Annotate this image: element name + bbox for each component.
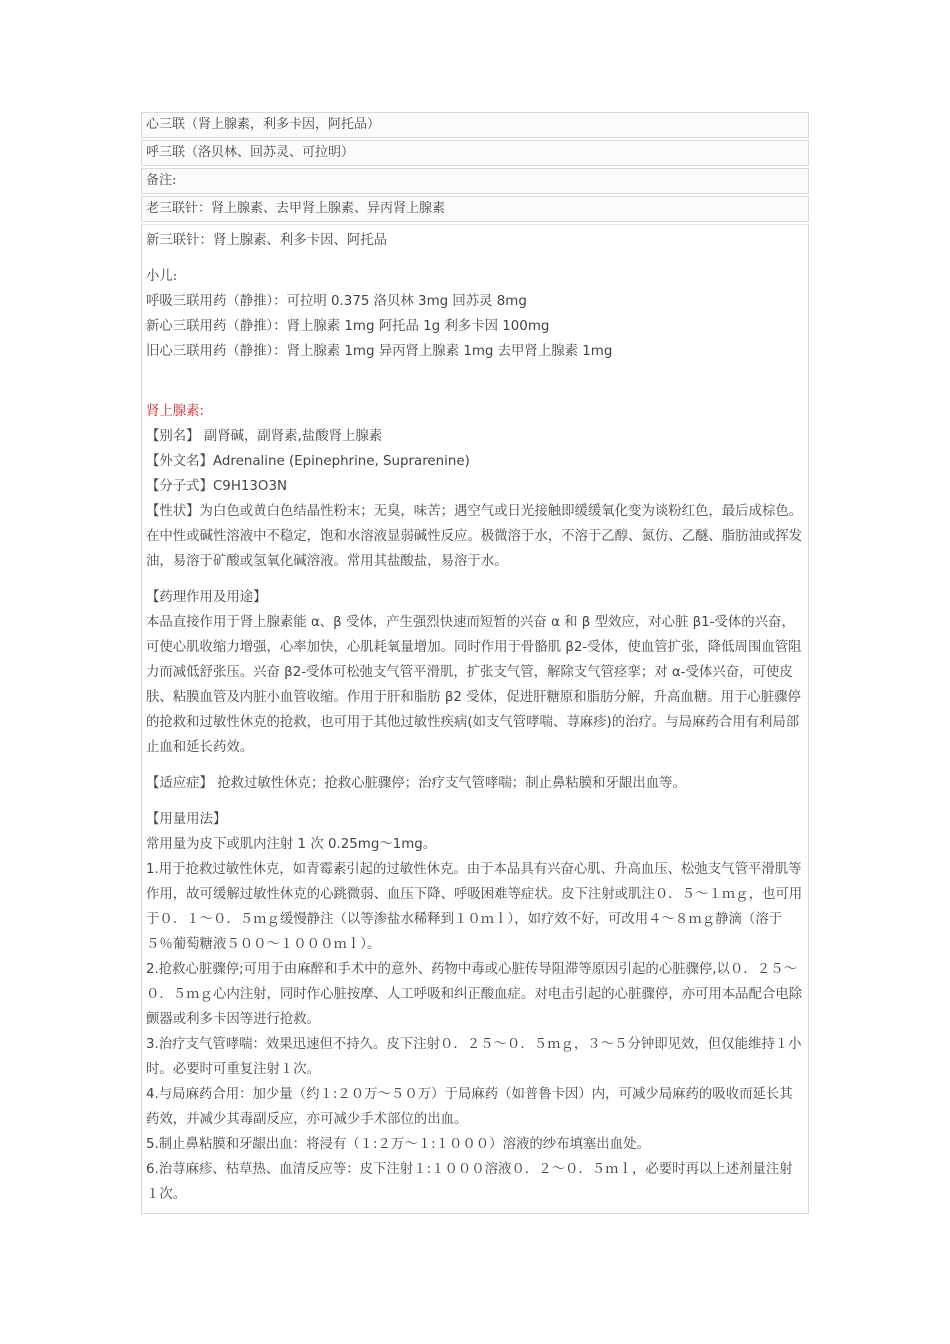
dosage-item-5: 5.制止鼻粘膜和牙龈出血：将浸有（１:２万～１:１０００）溶液的纱布填塞出血处。 <box>146 1137 650 1152</box>
dosage-item-2: 2.抢救心脏骤停;可用于由麻醉和手术中的意外、药物中毒或心脏传导阻滞等原因引起的心脏骤停,以０．２５～０．５ｍｇ心内注射，同时作心脏按摩、人工呼吸和纠正酸血症。对电击引起的心脏骤停，亦可用本品配合电除颤器或利多卡因等进行抢救。 <box>146 962 803 1027</box>
dosage-common: 常用量为皮下或肌内注射 1 次 0.25mg～1mg。 <box>146 837 437 852</box>
drug-alias: 【别名】 副肾碱，副肾素,盐酸肾上腺素 <box>146 429 383 444</box>
child-line-breath: 呼吸三联用药（静推）：可拉明 0.375 洛贝林 3mg 回苏灵 8mg <box>146 294 527 309</box>
child-line-new-heart: 新心三联用药（静推）：肾上腺素 1mg 阿托品 1g 利多卡因 100mg <box>146 319 550 334</box>
dosage-item-1: 1.用于抢救过敏性休克，如青霉素引起的过敏性休克。由于本品具有兴奋心肌、升高血压、松弛支气管平滑肌等作用，故可缓解过敏性休克的心跳微弱、血压下降、呼吸困难等症状。皮下注射或肌注０．５～１ｍｇ，也可用于０．１～０．５ｍｇ缓慢静注（以等渗盐水稀释到１０ｍｌ），如疗效不好，可改用４～８ｍｇ静滴（溶于５％葡萄糖液５００～１０００ｍｌ）。 <box>146 862 803 952</box>
new-triple-line: 新三联针：肾上腺素、利多卡因、阿托品 <box>146 233 388 248</box>
dosage-title: 【用量用法】 <box>146 812 227 827</box>
drug-formula: 【分子式】C9H13O3N <box>146 479 288 494</box>
old-triple-row: 老三联针：肾上腺素、去甲肾上腺素、异丙肾上腺素 <box>141 196 809 222</box>
pharmacology-title: 【药理作用及用途】 <box>146 590 267 605</box>
drug-title: 肾上腺素: <box>146 404 205 419</box>
pharmacology-text: 本品直接作用于肾上腺素能 α、β 受体，产生强烈快速而短暂的兴奋 α 和 β 型效应，对心脏 β1-受体的兴奋，可使心肌收缩力增强，心率加快，心肌耗氧量增加。同时作用于骨骼肌 β2-受体，使血管扩张，降低周围血管阻力而减低舒张压。兴奋 β2-受体可松弛支气管平滑肌，扩张支气管，解除支气管痉挛；对 α-受体兴奋，可使皮肤、粘膜血管及内脏小血管收缩。作用于肝和脂肪 β2 受体，促进肝糖原和脂肪分解，升高血糖。用于心脏骤停的抢救和过敏性休克的抢救，也可用于其他过敏性疾病(如支气管哮喘、荨麻疹)的治疗。与局麻药合用有利局部止血和延长药效。 <box>146 615 802 755</box>
breath-triple-row: 呼三联（洛贝林、回苏灵、可拉明） <box>141 140 809 166</box>
drug-foreign-name: 【外文名】Adrenaline (Epinephrine, Suprarenine) <box>146 454 470 469</box>
remark-row: 备注: <box>141 168 809 194</box>
dosage-item-3: 3.治疗支气管哮喘：效果迅速但不持久。皮下注射０．２５～０．５ｍｇ，３～５分钟即见效，但仅能维持１小时。必要时可重复注射１次。 <box>146 1037 802 1077</box>
indication: 【适应症】 抢救过敏性休克；抢救心脏骤停；治疗支气管哮喘；制止鼻粘膜和牙龈出血等。 <box>146 776 686 791</box>
document-page <box>141 112 809 1214</box>
drug-property: 【性状】为白色或黄白色结晶性粉末；无臭，味苦；遇空气或日光接触即缓缓氧化变为谈粉红色，最后成棕色。在中性或碱性溶液中不稳定，饱和水溶液显弱碱性反应。极微溶于水，不溶于乙醇、氮仿、乙醚、脂肪油或挥发油，易溶于矿酸或氢氧化碱溶液。常用其盐酸盐，易溶于水。 <box>146 504 803 569</box>
child-title: 小儿: <box>146 269 178 284</box>
main-content <box>141 224 809 1214</box>
dosage-item-4: 4.与局麻药合用：加少量（约１:２０万～５０万）于局麻药（如普鲁卡因）内，可减少局麻药的吸收而延长其药效，并减少其毒副反应，亦可减少手术部位的出血。 <box>146 1087 793 1127</box>
heart-triple-row: 心三联（肾上腺素，利多卡因，阿托品） <box>141 112 809 138</box>
child-line-old-heart: 旧心三联用药（静推）：肾上腺素 1mg 异丙肾上腺素 1mg 去甲肾上腺素 1mg <box>146 344 613 359</box>
dosage-item-6: 6.治荨麻疹、枯草热、血清反应等：皮下注射１:１０００溶液０．２～０．５ｍｌ，必要时再以上述剂量注射１次。 <box>146 1162 793 1202</box>
